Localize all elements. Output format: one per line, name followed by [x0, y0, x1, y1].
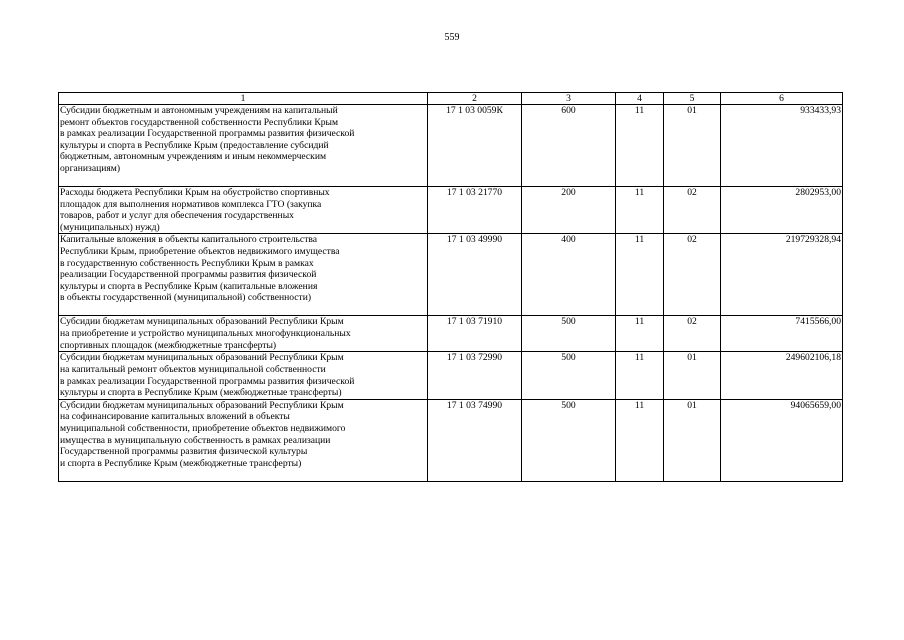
table-row: [59, 316, 843, 352]
column-header-5: 5: [664, 93, 721, 105]
row-code-cell: 17 1 03 72990: [428, 352, 522, 399]
row-name-cell: [59, 352, 428, 399]
row-vr-cell: 500: [522, 399, 616, 481]
row-vr-cell: 600: [522, 105, 616, 187]
row-code-cell: 17 1 03 74990: [428, 399, 522, 481]
row-name-text: Субсидии бюджетам муниципальных образований Республики Крым на софинансирование капитальных вложений в объекты муниципальной собственности, приобретение объектов недвижимого имущества в муниципальную собственность в рамках реализации Государственной программы развития физической культуры и спорта в Республике Крым (межбюджетные трансферты): [60, 399, 346, 469]
row-rz-cell: 11: [616, 187, 664, 234]
row-pr-cell: 02: [664, 187, 721, 234]
column-header-4: 4: [616, 93, 664, 105]
row-sum-cell: 933433,93: [721, 105, 843, 187]
row-vr-cell: 400: [522, 234, 616, 316]
column-header-6: 6: [721, 93, 843, 105]
row-name-cell: [59, 399, 428, 481]
row-pr-cell: 02: [664, 316, 721, 352]
row-vr-cell: 200: [522, 187, 616, 234]
row-name-cell: [59, 234, 428, 316]
row-name-text: Расходы бюджета Республики Крым на обустройство спортивных площадок для выполнения нормативов комплекса ГТО (закупка товаров, работ и услуг для обеспечения государственных (муниципальных) нужд): [60, 187, 330, 233]
row-name-text: Субсидии бюджетам муниципальных образований Республики Крым на капитальный ремонт объектов муниципальной собственности в рамках реализации Государственной программы развития физической культуры и спорта в Республике Крым (межбюджетные трансферты): [60, 352, 355, 399]
table-row: [59, 399, 843, 481]
row-name-cell: [59, 187, 428, 234]
table-row: [59, 234, 843, 316]
column-header-2: 2: [428, 93, 522, 105]
row-name-cell: [59, 316, 428, 352]
row-rz-cell: 11: [616, 234, 664, 316]
row-code-cell: 17 1 03 49990: [428, 234, 522, 316]
column-header-1: 1: [59, 93, 428, 105]
row-name-text: Субсидии бюджетным и автономным учреждениям на капитальный ремонт объектов государственной собственности Республики Крым в рамках реализации Государственной программы развития физической культуры и спорта в Республике Крым (предоставление субсидий бюджетным, автономным учреждениям и иным некоммерческим организациям): [60, 105, 355, 174]
row-sum-cell: 249602106,18: [721, 352, 843, 399]
row-pr-cell: 02: [664, 234, 721, 316]
row-name-text: Капитальные вложения в объекты капитального строительства Республики Крым, приобретение объектов недвижимого имущества в государственную собственность Республики Крым в рамках реализации Государственной программы развития физической культуры и спорта в Республике Крым (капитальные вложения в объекты государственной (муниципальной) собственности): [60, 234, 340, 304]
budget-table: [58, 92, 843, 482]
row-code-cell: 17 1 03 0059К: [428, 105, 522, 187]
table-header-row: [59, 93, 843, 105]
row-code-cell: 17 1 03 71910: [428, 316, 522, 352]
row-sum-cell: 94065659,00: [721, 399, 843, 481]
table-row: [59, 105, 843, 187]
row-code-cell: 17 1 03 21770: [428, 187, 522, 234]
row-name-text: Субсидии бюджетам муниципальных образований Республики Крым на приобретение и устройство муниципальных многофункциональных спортивных площадок (межбюджетные трансферты): [60, 316, 351, 351]
row-pr-cell: 01: [664, 352, 721, 399]
row-vr-cell: 500: [522, 316, 616, 352]
column-header-3: 3: [522, 93, 616, 105]
row-name-cell: [59, 105, 428, 187]
table-row: [59, 187, 843, 234]
row-rz-cell: 11: [616, 316, 664, 352]
row-pr-cell: 01: [664, 399, 721, 481]
row-sum-cell: 219729328,94: [721, 234, 843, 316]
row-sum-cell: 7415566,00: [721, 316, 843, 352]
page-number: 559: [444, 32, 460, 43]
row-sum-cell: 2802953,00: [721, 187, 843, 234]
row-rz-cell: 11: [616, 105, 664, 187]
row-rz-cell: 11: [616, 399, 664, 481]
row-vr-cell: 500: [522, 352, 616, 399]
row-pr-cell: 01: [664, 105, 721, 187]
table-row: [59, 352, 843, 399]
row-rz-cell: 11: [616, 352, 664, 399]
